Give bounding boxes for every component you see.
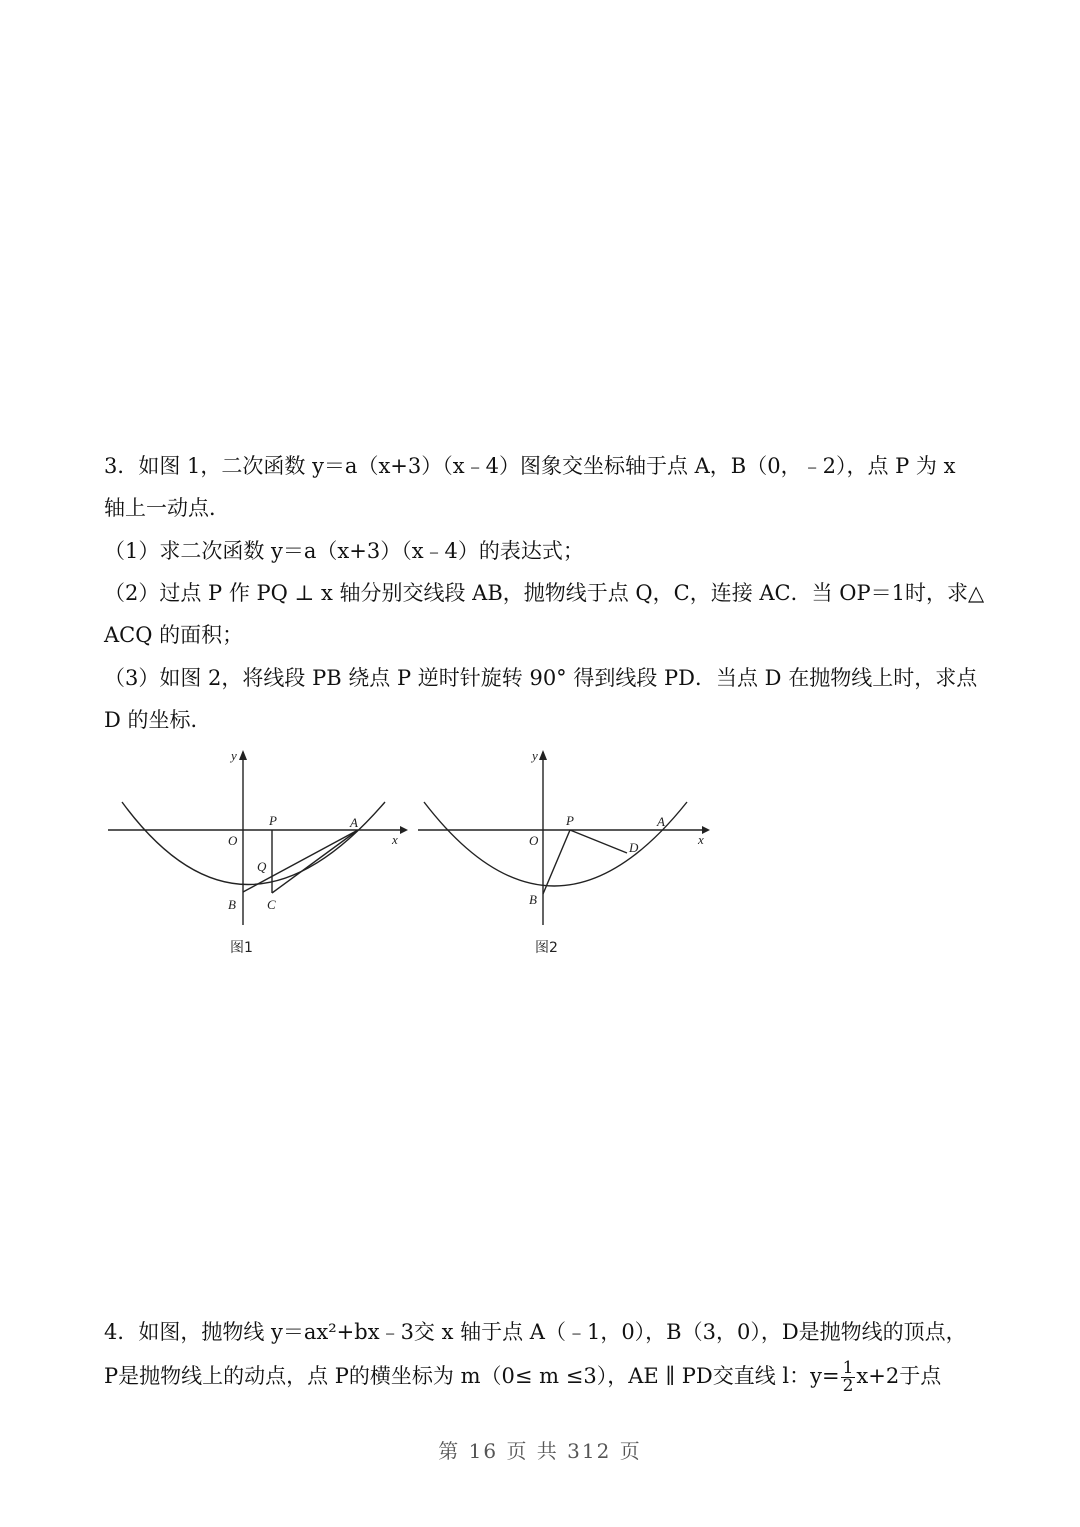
label-B: B — [228, 897, 236, 912]
label-P: P — [566, 813, 574, 828]
y-axis-arrow — [539, 750, 547, 760]
problem3-question1: （1）求二次函数 y＝a（x+3）（x﹣4）的表达式； — [104, 539, 584, 563]
label-A: A — [657, 814, 665, 829]
label-Q: Q — [257, 859, 267, 874]
label-O: O — [529, 833, 539, 848]
fraction-denominator: 2 — [842, 1376, 854, 1396]
problem3-question3-part2: D 的坐标． — [104, 708, 212, 732]
fraction-numerator: 1 — [842, 1358, 854, 1378]
label-D: D — [629, 840, 639, 855]
problem4-line2 — [104, 1360, 941, 1395]
label-O: O — [228, 833, 238, 848]
problem4-line2-end: x+2于点 — [856, 1364, 942, 1388]
segment-PB — [543, 830, 570, 894]
figure-2 — [410, 740, 720, 965]
problem3-line2: 轴上一动点． — [104, 496, 230, 520]
page-footer: 第 16 页 共 312 页 — [438, 1439, 642, 1463]
segment-AC — [272, 830, 358, 893]
label-x: x — [392, 832, 398, 847]
problem3-question2-part1: （2）过点 P 作 PQ ⊥ x 轴分别交线段 AB，抛物线于点 Q，C，连接 AC．当 OP＝1时，求△ — [104, 581, 985, 605]
label-B: B — [529, 892, 537, 907]
label-A: A — [350, 815, 358, 830]
segment-PD — [570, 830, 627, 853]
problem4-line1: 4．如图，抛物线 y＝ax²+bx﹣3交 x 轴于点 A（﹣1，0），B（3，0），D是抛物线的顶点， — [104, 1320, 967, 1344]
parabola — [424, 802, 687, 886]
label-y: y — [532, 748, 538, 763]
label-C: C — [267, 897, 276, 912]
problem3-question3-part1: （3）如图 2，将线段 PB 绕点 P 逆时针旋转 90° 得到线段 PD．当点 D 在抛物线上时，求点 — [104, 666, 978, 690]
y-axis-arrow — [239, 750, 247, 760]
problem4-line2-start: P是抛物线上的动点，点 P的横坐标为 m（0≤ m ≤3），AE ∥ PD交直线 l：y= — [104, 1364, 840, 1388]
figure-1 — [100, 740, 410, 965]
problem3-line1: 3．如图 1，二次函数 y＝a（x+3）（x﹣4）图象交坐标轴于点 A，B（0，﹣2），点 P 为 x — [104, 454, 956, 478]
label-P: P — [269, 813, 277, 828]
fraction-one-half — [841, 1360, 856, 1395]
problem3-question2-part2: ACQ 的面积； — [104, 623, 244, 647]
parabola — [122, 802, 385, 885]
x-axis-arrow — [400, 826, 408, 834]
figure-1-caption: 图1 — [230, 940, 253, 956]
label-x: x — [698, 832, 704, 847]
figure-2-caption: 图2 — [535, 940, 558, 956]
label-y: y — [231, 748, 237, 763]
